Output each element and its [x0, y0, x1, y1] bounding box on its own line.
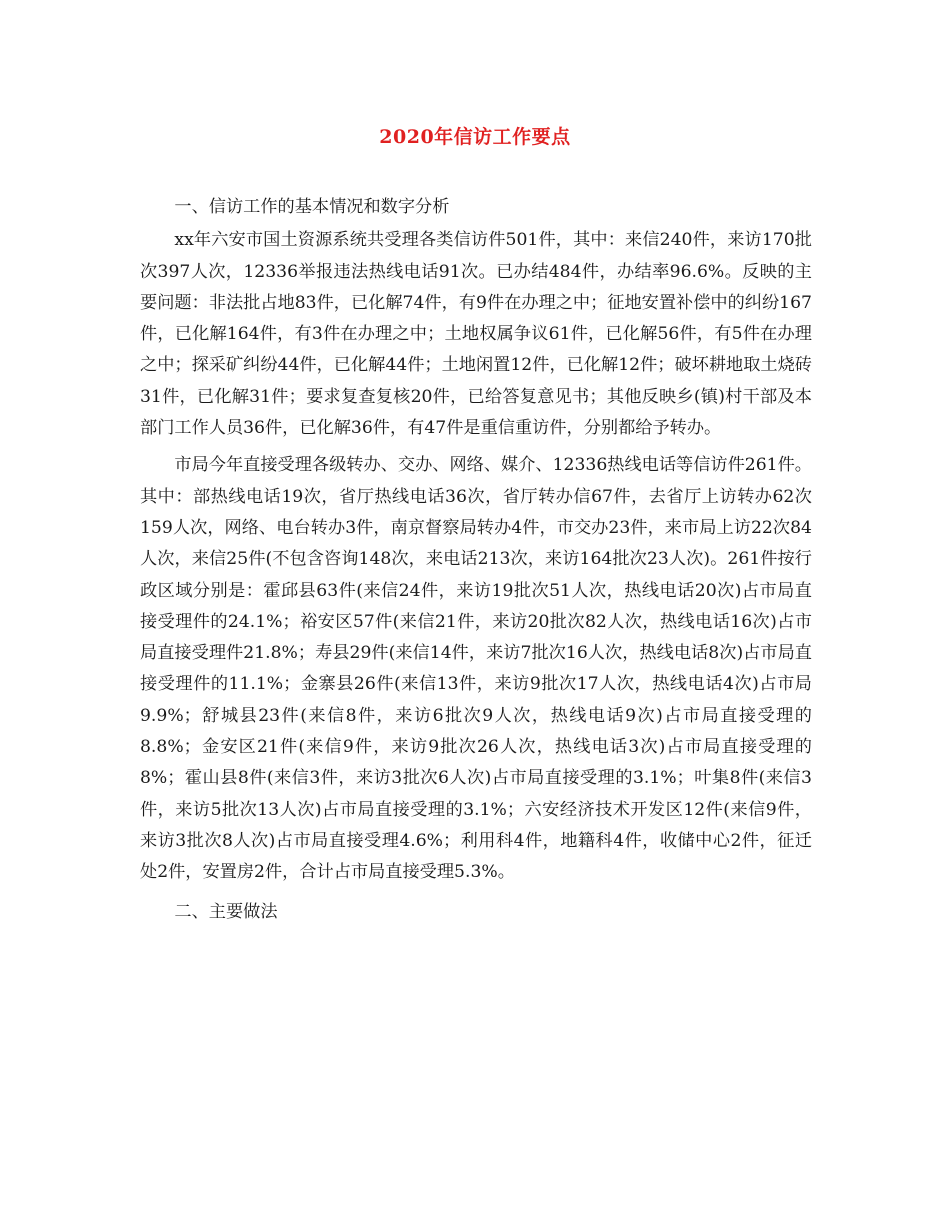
document-title: 2020年信访工作要点: [379, 126, 571, 148]
section-heading-2: 二、主要做法: [174, 901, 278, 922]
paragraph-direct-cases: 市局今年直接受理各级转办、交办、网络、媒介、12336热线电话等信访件261件。其中：部热线电话19次，省厅热线电话36次，省厅转办信67件，去省厅上访转办62次159人次，网络、电台转办3件，南京督察局转办4件，市交办23件，来市局上访22次84人次，来信25件(不包含咨询148次，来电话213次，来访164批次23人次)。261件按行政区域分别是：霍邱县63件(来信24件，来访19批次51人次，热线电话20次)占市局直接受理件的24.1%；裕安区57件(来信21件，来访20批次82人次，热线电话16次)占市局直接受理件21.8%；寿县29件(来信14件，来访7批次16人次，热线电话8次)占市局直接受理件的11.1%；金寨县26件(来信13件，来访9批次17人次，热线电话4次)占市局9.9%；舒城县23件(来信8件，来访6批次9人次，热线电话9次)占市局直接受理的8.8%；金安区21件(来信9件，来访9批次26人次，热线电话3次)占市局直接受理的8%；霍山县8件(来信3件，来访3批次6人次)占市局直接受理的3.1%；叶集8件(来信3件，来访5批次13人次)占市局直接受理的3.1%；六安经济技术开发区12件(来信9件，来访3批次8人次)占市局直接受理4.6%；利用科4件，地籍科4件，收储中心2件，征迁处2件，安置房2件，合计占市局直接受理5.3%。: [140, 455, 812, 883]
paragraph-statistics-overview: xx年六安市国土资源系统共受理各类信访件501件，其中：来信240件，来访170批次397人次，12336举报违法热线电话91次。已办结484件，办结率96.6%。反映的主要问题：非法批占地83件，已化解74件，有9件在办理之中；征地安置补偿中的纠纷167件，已化解164件，有3件在办理之中；土地权属争议61件，已化解56件，有5件在办理之中；探采矿纠纷44件，已化解44件；土地闲置12件，已化解12件；破坏耕地取土烧砖31件，已化解31件；要求复查复核20件，已给答复意见书；其他反映乡(镇)村干部及本部门工作人员36件，已化解36件，有47件是重信重访件，分别都给予转办。: [140, 230, 812, 439]
section-heading-1: 一、信访工作的基本情况和数字分析: [174, 197, 450, 217]
document-body: [140, 192, 812, 934]
